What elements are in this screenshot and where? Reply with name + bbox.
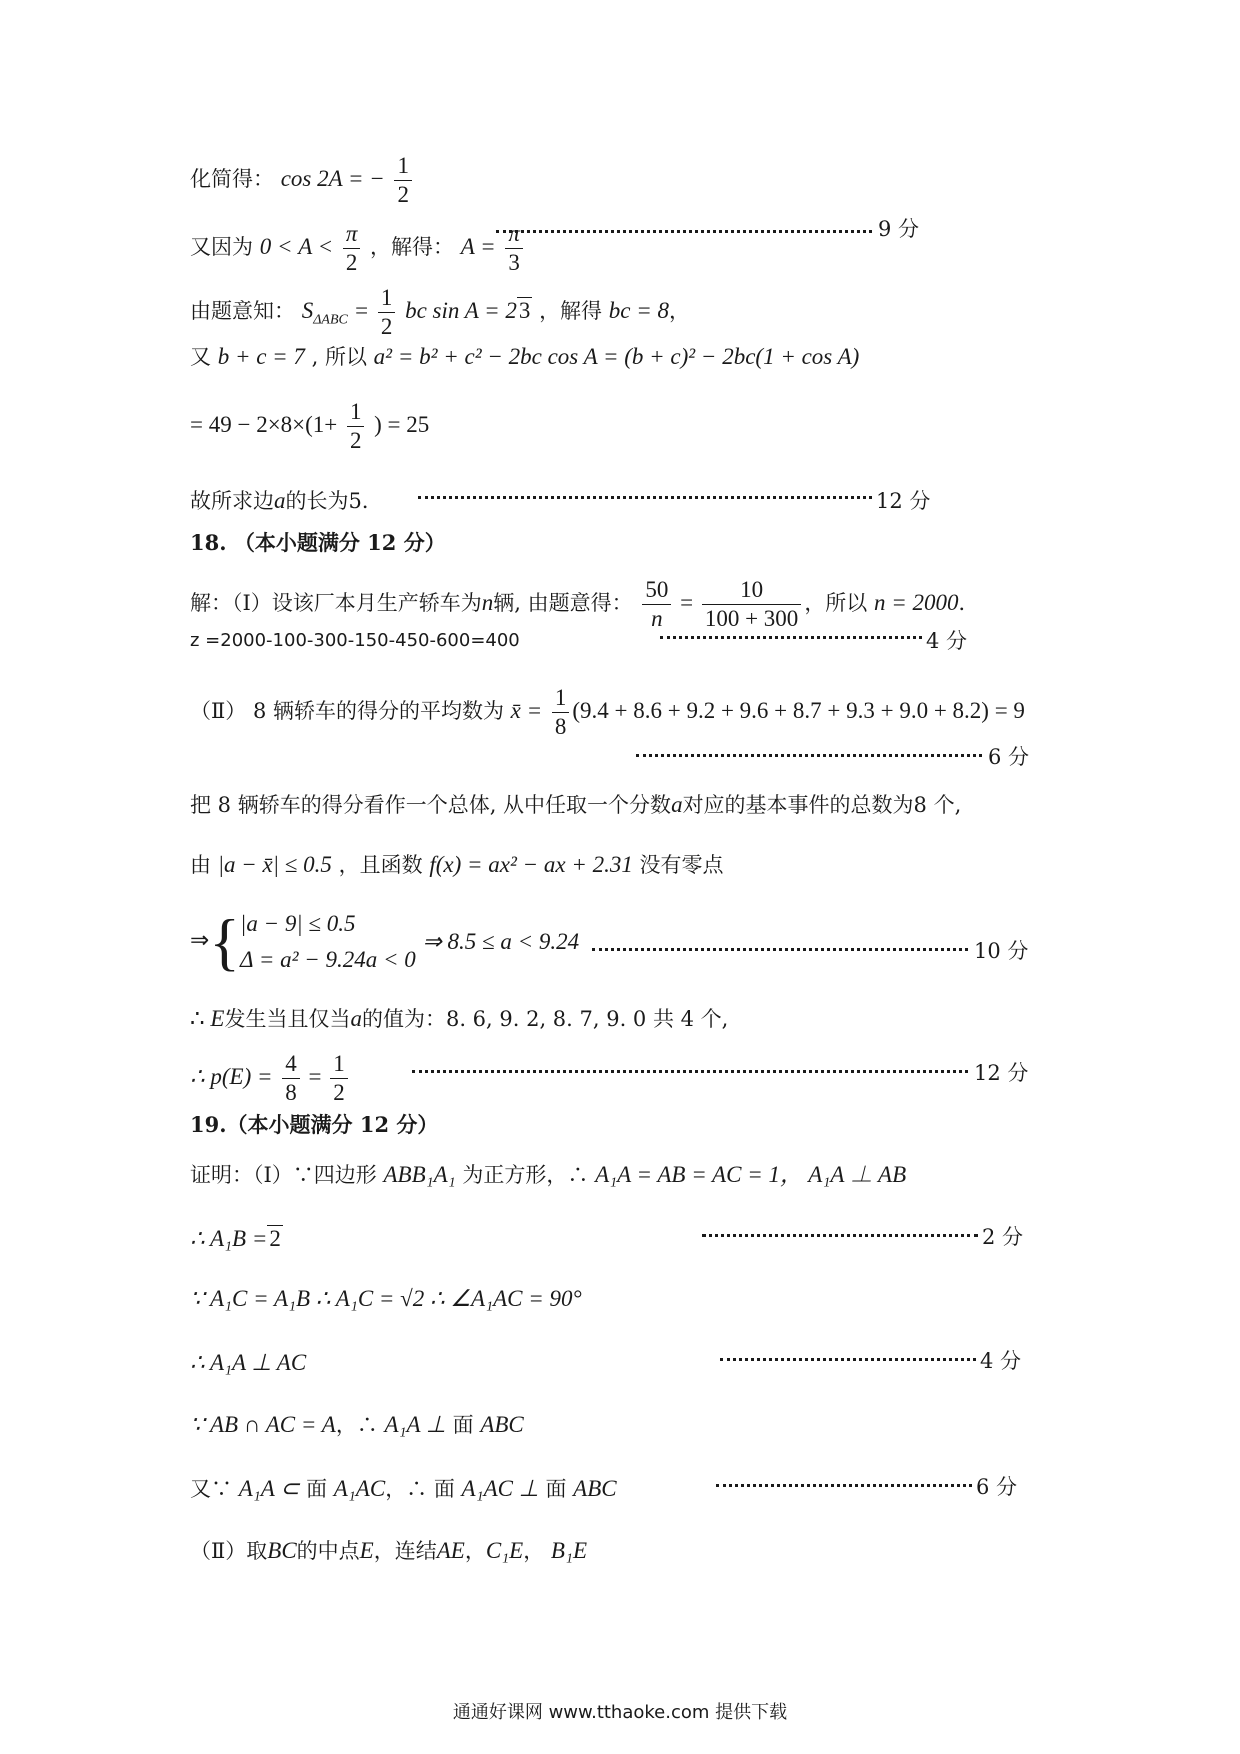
fraction: $\frac{1}{2}$: [347, 398, 365, 455]
text-label: 的值为：8. 6, 9. 2, 8. 7, 9. 0 共 4 个,: [361, 1007, 729, 1031]
line-square-proof: [190, 1160, 1050, 1190]
math-expr: A₁A ⊂: [238, 1476, 300, 1501]
math-expr: cos 2A = −: [280, 166, 385, 191]
score-mark: 12 分: [974, 1061, 1029, 1085]
line-cosine-law: [190, 342, 1050, 372]
text-label: （Ⅱ） 8 辆轿车的得分的平均数为: [190, 699, 504, 723]
sqrt-radicand: 2: [269, 1226, 281, 1251]
math-expr: bc = 8: [608, 298, 669, 323]
text-label: ，解得：: [370, 235, 455, 259]
text-label: 为正方形，∴: [462, 1163, 589, 1187]
sqrt-radicand: 3: [518, 298, 531, 323]
dot-leader: [496, 230, 872, 233]
math-expr: ABC: [573, 1476, 617, 1501]
dot-leader: [412, 1070, 968, 1073]
fraction: $\frac{\pi}{2}$: [343, 220, 361, 277]
math-expr: f(x) = ax² − ax + 2.31: [429, 852, 633, 877]
math-var: a: [350, 1006, 362, 1031]
fraction: $\frac{4}{8}$: [282, 1050, 300, 1107]
math-expr: a² = b² + c² − 2bc cos A = (b + c)² − 2bc(1 + cos A): [373, 344, 860, 369]
left-brace-icon: {: [209, 906, 240, 977]
line-mean: [190, 684, 1050, 741]
math-var: n: [481, 590, 494, 615]
text-label: ，∴ 面: [385, 1477, 462, 1501]
text-label: 故所求边: [190, 489, 274, 513]
fraction: $\frac{50}{n}$: [642, 576, 671, 633]
text-label: 解：（Ⅰ）设该厂本月生产轿车为: [190, 591, 482, 615]
math-expr: x̄ =: [510, 698, 543, 723]
math-expr: A₁AC: [333, 1476, 386, 1501]
text-label: ，连结: [373, 1539, 437, 1563]
score-mark: 9 分: [878, 217, 920, 241]
dot-leader: [702, 1234, 978, 1237]
score-mark: 6 分: [976, 1475, 1018, 1499]
page-footer: 通通好课网 www.tthaoke.com 提供下载: [452, 1702, 788, 1723]
fraction: $\frac{1}{2}$: [378, 284, 396, 341]
math-expr: b + c = 7: [217, 344, 305, 369]
line-a1b: [190, 1224, 1050, 1254]
fraction: $\frac{1}{2}$: [330, 1050, 348, 1107]
score-mark: 6 分: [988, 745, 1030, 769]
text-label: 对应的基本事件的总数为8 个,: [682, 793, 962, 817]
text-label: ，且函数: [338, 853, 423, 877]
text-label: ，: [668, 299, 690, 323]
fraction: $\frac{1}{8}$: [552, 684, 570, 741]
text-label: 没有零点: [639, 853, 724, 877]
text-label: 面: [299, 1477, 334, 1501]
line-right-angle: [190, 1284, 1050, 1314]
line-area: [190, 284, 1050, 341]
line-probability: [190, 1050, 1050, 1107]
line-plane-perp: [190, 1474, 1050, 1504]
text-label: ．: [958, 591, 980, 615]
math-expr: ∴: [190, 1006, 211, 1031]
dot-leader: [592, 948, 968, 951]
line-simplify: [190, 152, 1050, 209]
text-label: 由题意知：: [190, 299, 295, 323]
equation-system: |a − 9| ≤ 0.5 Δ = a² − 9.24a < 0: [240, 911, 416, 972]
text-label: 又因为: [190, 235, 253, 259]
line-angle-range: [190, 220, 1050, 277]
line-event-values: [190, 1004, 1050, 1034]
math-expr: A₁AC ⊥: [461, 1476, 539, 1501]
math-expr: AE: [436, 1538, 465, 1563]
math-expr: A =: [460, 234, 496, 259]
math-var: a: [274, 488, 286, 513]
math-expr: bc sin A = 2: [405, 298, 517, 323]
math-expr: A₁A ⊥: [384, 1412, 446, 1437]
dot-leader: [720, 1358, 976, 1361]
math-expr: A₁A = AB = AC = 1， A₁A ⊥ AB: [595, 1162, 907, 1187]
text-label: 面: [538, 1477, 574, 1501]
fraction: $\frac{\pi}{3}$: [505, 220, 523, 277]
math-expr: E: [359, 1538, 374, 1563]
text-label: （Ⅱ）取: [190, 1539, 268, 1563]
math-expr: B₁E: [550, 1538, 588, 1563]
math-expr: n = 2000: [874, 590, 959, 615]
score-mark: 2 分: [982, 1225, 1024, 1249]
line-sample-size: [190, 576, 1060, 633]
text-label: , 所以: [311, 345, 367, 369]
math-expr: 0 < A <: [259, 234, 334, 259]
math-expr: (9.4 + 8.6 + 9.2 + 9.6 + 8.7 + 9.3 + 9.0 + 8.2) = 9: [572, 698, 1025, 723]
dot-leader: [716, 1484, 972, 1487]
dot-leader: [660, 636, 922, 639]
math-expr: =: [302, 1064, 328, 1089]
line-inequality-system: [190, 906, 1050, 986]
text-label: ，∴: [335, 1413, 385, 1437]
line-z-value: z =2000-100-300-150-450-600=400: [190, 630, 520, 651]
line-perp-plane: [190, 1410, 1050, 1440]
dot-leader: [636, 754, 982, 757]
math-expr: ⇒ 8.5 ≤ a < 9.24: [422, 929, 580, 954]
score-mark: 12 分: [876, 489, 931, 513]
text-label: 的长为5．: [285, 489, 383, 513]
dot-leader: [418, 496, 872, 499]
line-perp-ac: [190, 1348, 1050, 1378]
score-mark: 4 分: [926, 629, 968, 653]
text-label: 化简得：: [190, 167, 274, 191]
math-expr: =: [674, 590, 699, 615]
text-label: 又∵: [190, 1477, 239, 1501]
question-heading-18: 18. （本小题满分 12 分）: [190, 530, 446, 555]
line-condition: [190, 850, 1050, 880]
math-expr: ) = 25: [374, 412, 430, 437]
score-mark: 10 分: [974, 939, 1029, 963]
line-compute: [190, 398, 1050, 455]
question-heading-19: 19.（本小题满分 12 分）: [190, 1112, 439, 1137]
math-expr: ∵ AB ∩ AC = A: [190, 1412, 336, 1437]
fraction: $\frac{1}{2}$: [394, 152, 412, 209]
text-label: 发生当且仅当: [224, 1007, 351, 1031]
math-expr: C₁E: [485, 1538, 524, 1563]
text-label: 把 8 辆轿车的得分看作一个总体, 从中任取一个分数: [190, 793, 672, 817]
math-var: E: [210, 1006, 225, 1031]
line-midpoint: [190, 1536, 1050, 1566]
math-var: a: [671, 792, 683, 817]
math-expr: ∴ A₁B =: [190, 1226, 268, 1251]
math-expr: ∵ A₁C = A₁B ∴ A₁C = √2 ∴ ∠A₁AC = 90°: [190, 1286, 582, 1311]
math-expr: ABC: [480, 1412, 524, 1437]
text-label: ，: [523, 1539, 551, 1563]
math-expr: = 49 − 2×8×(1+: [190, 412, 338, 437]
line-sample-space: [190, 790, 1050, 820]
math-expr: |a − x̄| ≤ 0.5: [217, 852, 332, 877]
score-mark: 4 分: [980, 1349, 1022, 1373]
text-label: ，: [464, 1539, 486, 1563]
text-label: 辆, 由题意得：: [493, 591, 633, 615]
text-label: 由: [190, 853, 211, 877]
implies-symbol: ⇒: [190, 927, 210, 953]
text-label: 又: [190, 345, 211, 369]
text-label: 面: [445, 1413, 481, 1437]
text-label: 的中点: [296, 1539, 360, 1563]
math-expr: ABB₁A₁: [383, 1162, 456, 1187]
math-expr: ∴ p(E) =: [190, 1064, 273, 1089]
math-expr: BC: [267, 1538, 297, 1563]
math-expr: $S_{\Delta ABC}$ =: [301, 298, 375, 328]
text-label: ，解得: [539, 299, 603, 323]
math-expr: ∴ A₁A ⊥ AC: [190, 1350, 307, 1375]
text-label: ，所以: [804, 591, 868, 615]
fraction: $\frac{10}{100 + 300}$: [702, 576, 801, 633]
text-label: 证明：（Ⅰ）∵四边形: [190, 1163, 377, 1187]
